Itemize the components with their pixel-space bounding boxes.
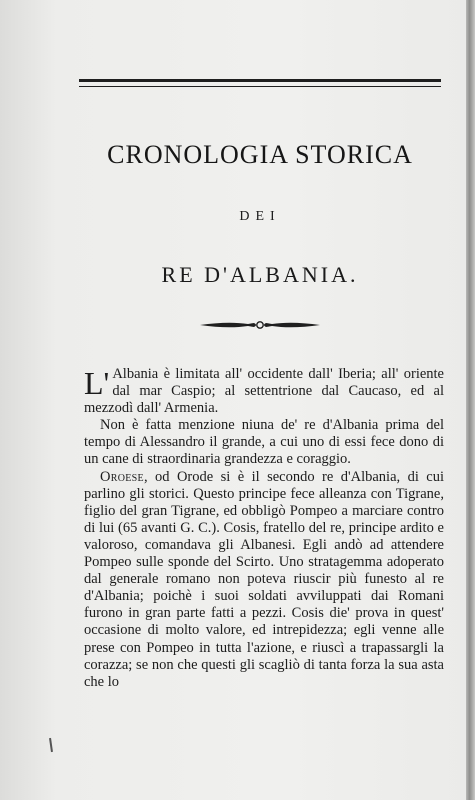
body-text: [84, 366, 444, 691]
page-heading: RE D'ALBANIA.: [161, 262, 359, 287]
page-title: CRONOLOGIA STORICA: [107, 140, 413, 169]
page-subtitle: DEI: [239, 209, 281, 224]
drop-cap: L': [84, 365, 110, 401]
paragraph-2: Non è fatta menzione niuna de' re d'Albania prima del tempo di Alessandro il grande, a cui uno di essi fece dono di un cane di straordinaria grandezza e coraggio.: [84, 417, 444, 468]
page-edge: [466, 0, 475, 800]
header-rule-thick: [79, 79, 441, 82]
paragraph-3-text: , od Orode si è il secondo re d'Albania, di cui parlino gli storici. Questo principe fece alleanza con Tigrane, figlio del gran Tigrane, ed obbligò Pompeo a marciare contro di lui (65 avanti G. C.). Cosis, fratello del re, principe ardito e valoroso, comandava gli Albanesi. Egli andò ad attendere Pompeo sulle sponde del Scirto. Uno stratagemma adoperato dal generale romano non poteva riuscir più funesto al re d'Albania; poichè i suoi soldati avviluppati dai Romani furono in gran parte fatti a pezzi. Cosis die' prova in quest' occasione di molto valore, ed intrepidezza; egli venne alle prese con Pompeo in tutta l'azione, e riuscì a trapassargli la corazza; se non che questi gli scagliò di tanta forza la sua asta che lo: [84, 468, 444, 690]
margin-mark: [49, 738, 53, 752]
paragraph-1-text: Albania è limitata all' occidente dall' Iberia; all' oriente dal mar Caspio; al settentrione dal Caucaso, ed al mezzodì dall' Armenia.: [84, 366, 444, 417]
ornament-divider-icon: [198, 318, 322, 332]
paragraph-1: [84, 366, 444, 417]
king-name: Oroese: [100, 468, 144, 485]
header-rule-thin: [79, 86, 441, 87]
paragraph-3: [84, 469, 444, 691]
